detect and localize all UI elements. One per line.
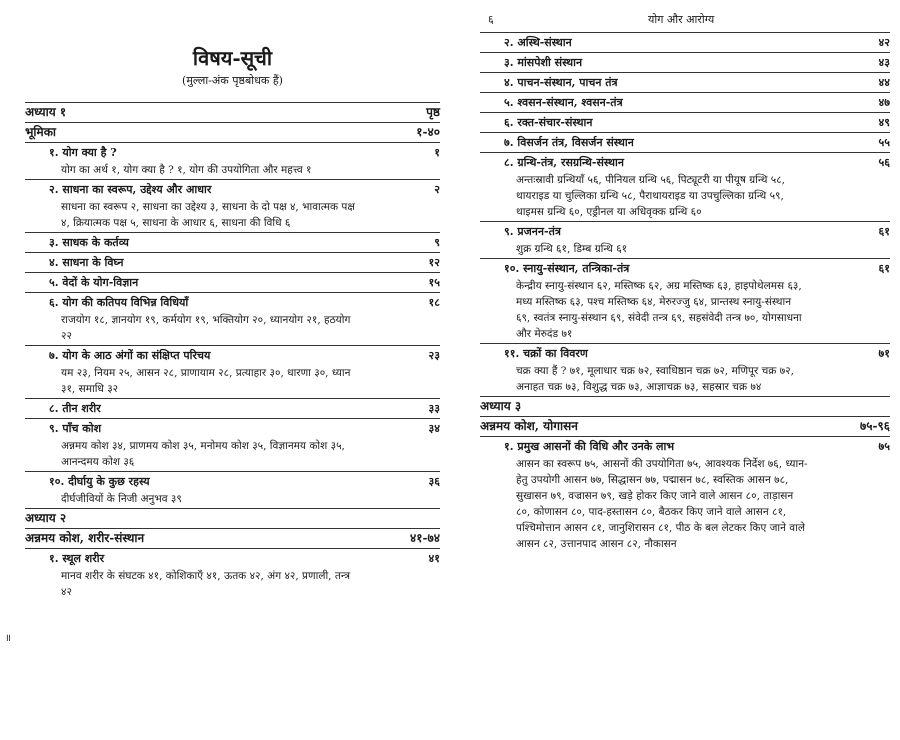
- entry-description: केन्द्रीय स्नायु-संस्थान ६२, मस्तिष्क ६२, अग्र मस्तिष्क ६३, हाइपोथेलमस ६३, मध्य मस्तिष्क ६३, पश्च मस्तिष्क ६४, मेरुरज्जु ६४, प्रान्तस्थ स्नायु-संस्थान ६९, स्वतंत्र स्नायु-संस्थान ६९, संवेदी तन्त्र ६९, सहसंवेदी तन्त्र ७०, योगसाधना और मेरुदंड ७१: [516, 280, 802, 340]
- page-ref: ४९: [878, 116, 890, 129]
- toc-entry: [480, 396, 890, 416]
- entry-title: १. योग क्या है ?: [49, 146, 117, 159]
- chapter-heading: [25, 103, 440, 122]
- topic-row: [25, 472, 440, 491]
- topic-row: [480, 344, 890, 363]
- running-header: [480, 12, 890, 32]
- entry-title: अन्नमय कोश, योगासन: [480, 419, 578, 433]
- topic-row: [25, 143, 440, 162]
- page-ref: पृष्ठ: [426, 105, 440, 119]
- page-ref: ७५: [878, 440, 890, 453]
- topic-row: [480, 259, 890, 278]
- entry-description: योग का अर्थ १, योग क्या है ? १, योग की उपयोगिता और महत्त्व १: [61, 164, 312, 176]
- toc-entry: [480, 112, 890, 132]
- toc-entry: [480, 72, 890, 92]
- entry-title: ७. योग के आठ अंगों का संक्षिप्त परिचय: [49, 349, 211, 362]
- page-ref: ५५: [878, 136, 890, 149]
- toc-entry: [25, 528, 440, 548]
- topic-row: [480, 73, 890, 92]
- toc-entry: [480, 258, 890, 343]
- toc-entry: [480, 436, 890, 553]
- topic-row: [480, 153, 890, 172]
- page-ref: ७१: [878, 347, 890, 360]
- entry-title: ८. ग्रन्थि-तंत्र, रसग्रन्थि-संस्थान: [504, 156, 624, 169]
- page-ref: २: [434, 183, 440, 196]
- toc-entry: [25, 179, 440, 232]
- toc-entry: [25, 102, 440, 122]
- page-ref: ३३: [428, 402, 440, 415]
- topic-row: [25, 419, 440, 438]
- entry-title: २. साधना का स्वरूप, उद्देश्य और आधार: [49, 183, 212, 196]
- topic-row: [480, 437, 890, 456]
- toc-entry: [25, 272, 440, 292]
- page-ref: ४२: [878, 36, 890, 49]
- toc-entry: [25, 548, 440, 601]
- page-ref: ४१: [428, 552, 440, 565]
- topic-row: [25, 273, 440, 292]
- right-contents-list: [480, 32, 890, 553]
- toc-entry: [25, 292, 440, 345]
- page-ref: १८: [428, 296, 440, 309]
- entry-description: अन्नमय कोश ३४, प्राणमय कोश ३५, मनोमय कोश ३५, विज्ञानमय कोश ३५, आनन्दमय कोश ३६: [61, 440, 345, 468]
- page-ref: ६१: [878, 225, 890, 238]
- page-number: ६: [488, 13, 494, 26]
- topic-row: [25, 346, 440, 365]
- right-page: [480, 0, 890, 740]
- page-ref: ४७: [878, 96, 890, 109]
- entry-title: ६. योग की कतिपय विभिन्न विधियाँ: [49, 296, 189, 309]
- entry-title: ९. प्रजनन-तंत्र: [504, 225, 561, 238]
- entry-title: अध्याय १: [25, 105, 67, 119]
- section-heading: [480, 417, 890, 436]
- entry-description: अन्तःस्रावी ग्रन्थियाँ ५६, पीनियल ग्रन्थि ५६, पिट्यूटरी या पीयूष ग्रन्थि ५८, थायराइड या चुल्लिका ग्रन्थि ५८, पैराथायराइड या उपचुल्लिका ग्रन्थि ५९, थाइमस ग्रन्थि ६०, एड्रीनल या अधिवृक्क ग्रन्थि ६०: [516, 174, 786, 218]
- toc-entry: [25, 418, 440, 471]
- entry-title: ९. पाँच कोश: [49, 422, 102, 435]
- contents-subtitle: (मुल्ला-अंक पृष्ठबोधक हैं): [182, 74, 283, 87]
- entry-title: ५. श्वसन-संस्थान, श्वसन-तंत्र: [504, 96, 623, 109]
- toc-entry: [480, 32, 890, 52]
- toc-entry: [25, 142, 440, 179]
- entry-description: चक्र क्या हैं ? ७१, मूलाधार चक्र ७२, स्वाधिष्ठान चक्र ७२, मणिपूर चक्र ७२, अनाहत चक्र ७३, विशुद्ध चक्र ७३, आज्ञाचक्र ७३, सहस्रार चक्र ७४: [516, 365, 794, 393]
- toc-entry: [480, 343, 890, 396]
- toc-entry: [480, 92, 890, 112]
- topic-row: [480, 133, 890, 152]
- entry-title: अन्नमय कोश, शरीर-संस्थान: [25, 531, 145, 545]
- entry-description: दीर्घजीवियों के निजी अनुभव ३९: [61, 493, 182, 505]
- topic-row: [480, 93, 890, 112]
- page-ref: ९: [434, 236, 440, 249]
- topic-row: [480, 113, 890, 132]
- entry-title: ११. चक्रों का विवरण: [504, 347, 588, 360]
- topic-row: [25, 180, 440, 199]
- entry-title: २. अस्थि-संस्थान: [504, 36, 572, 49]
- entry-title: ४. साधना के विघ्न: [49, 256, 124, 269]
- topic-row: [25, 549, 440, 568]
- toc-entry: [480, 52, 890, 72]
- entry-description: मानव शरीर के संघटक ४१, कोशिकाएँ ४१, ऊतक ४२, अंग ४२, प्रणाली, तन्त्र ४२: [61, 570, 351, 598]
- entry-description: साधना का स्वरूप २, साधना का उद्देश्य ३, साधना के दो पक्ष ४, भावात्मक पक्ष ४, क्रियात्मक पक्ष ५, साधना के आधार ६, साधना की विधि ६: [61, 201, 355, 229]
- page-ref: १: [434, 146, 440, 159]
- page-ref: १-४०: [416, 125, 440, 139]
- toc-entry: [25, 122, 440, 142]
- page-ref: ४१-७४: [410, 531, 440, 545]
- page-ref: १२: [428, 256, 440, 269]
- margin-mark: ॥: [5, 633, 11, 644]
- contents-title: विषय-सूची: [192, 46, 273, 70]
- topic-row: [25, 253, 440, 272]
- entry-title: ४. पाचन-संस्थान, पाचन तंत्र: [504, 76, 618, 89]
- chapter-heading: [25, 509, 440, 528]
- entry-title: ३. मांसपेशी संस्थान: [504, 56, 583, 69]
- topic-row: [25, 293, 440, 312]
- entry-title: ५. वेदों के योग-विज्ञान: [49, 276, 139, 289]
- toc-entry: [480, 132, 890, 152]
- topic-row: [480, 222, 890, 241]
- entry-description: राजयोग १८, ज्ञानयोग १९, कर्मयोग १९, भक्तियोग २०, ध्यानयोग २१, हठयोग २२: [61, 314, 351, 342]
- page-ref: ५६: [878, 156, 890, 169]
- entry-title: १०. दीर्घायु के कुछ रहस्य: [49, 475, 150, 488]
- toc-entry: [480, 221, 890, 258]
- topic-row: [480, 53, 890, 72]
- left-page: [25, 0, 440, 740]
- chapter-heading: [480, 397, 890, 416]
- section-heading: [25, 123, 440, 142]
- entry-description: आसन का स्वरूप ७५, आसनों की उपयोगिता ७५, आवश्यक निर्देश ७६, ध्यान-हेतु उपयोगी आसन ७७, सिद्धासन ७७, पद्मासन ७८, स्वस्तिक आसन ७८, सुखासन ७९, वज्रासन ७९, खड़े होकर किए जाने वाले आसन ८०, ताड़ासन ८०, कोणासन ८०, पाद-हस्तासन ८०, बैठकर किए जाने वाले आसन ८१, पश्चिमोत्तान आसन ८१, जानुशिरासन ८१, पीठ के बल लेटकर किए जाने वाले आसन ८२, उत्तानपाद आसन ८२, नौकासन: [516, 458, 808, 550]
- toc-entry: [25, 508, 440, 528]
- page-ref: ३४: [428, 422, 440, 435]
- toc-entry: [480, 152, 890, 221]
- entry-title: ३. साधक के कर्तव्य: [49, 236, 129, 249]
- toc-entry: [25, 345, 440, 398]
- toc-entry: [25, 398, 440, 418]
- page-ref: १५: [428, 276, 440, 289]
- entry-title: ८. तीन शरीर: [49, 402, 101, 415]
- entry-description: शुक्र ग्रन्थि ६१, डिम्ब ग्रन्थि ६१: [516, 243, 628, 255]
- entry-title: १. स्थूल शरीर: [49, 552, 105, 565]
- section-heading: [25, 529, 440, 548]
- entry-title: ६. रक्त-संचार-संस्थान: [504, 116, 593, 129]
- entry-title: ७. विसर्जन तंत्र, विसर्जन संस्थान: [504, 136, 634, 149]
- book-title: योग और आरोग्य: [648, 13, 715, 26]
- left-contents-list: [25, 102, 440, 601]
- page-ref: ४४: [878, 76, 890, 89]
- entry-title: अध्याय ३: [480, 399, 522, 413]
- page-ref: ७५-९६: [860, 419, 890, 433]
- topic-row: [25, 233, 440, 252]
- entry-title: १. प्रमुख आसनों की विधि और उनके लाभ: [504, 440, 675, 453]
- entry-title: भूमिका: [25, 125, 57, 139]
- page-ref: ४३: [878, 56, 890, 69]
- entry-description: यम २३, नियम २५, आसन २८, प्राणायाम २८, प्रत्याहार ३०, धारणा ३०, ध्यान ३१, समाधि ३२: [61, 367, 351, 395]
- topic-row: [480, 33, 890, 52]
- toc-entry: [480, 416, 890, 436]
- toc-entry: [25, 232, 440, 252]
- page-ref: ३६: [428, 475, 440, 488]
- page-ref: २३: [428, 349, 440, 362]
- toc-entry: [25, 471, 440, 508]
- page-ref: ६१: [878, 262, 890, 275]
- entry-title: अध्याय २: [25, 511, 67, 525]
- entry-title: १०. स्नायु-संस्थान, तन्त्रिका-तंत्र: [504, 262, 630, 275]
- toc-entry: [25, 252, 440, 272]
- topic-row: [25, 399, 440, 418]
